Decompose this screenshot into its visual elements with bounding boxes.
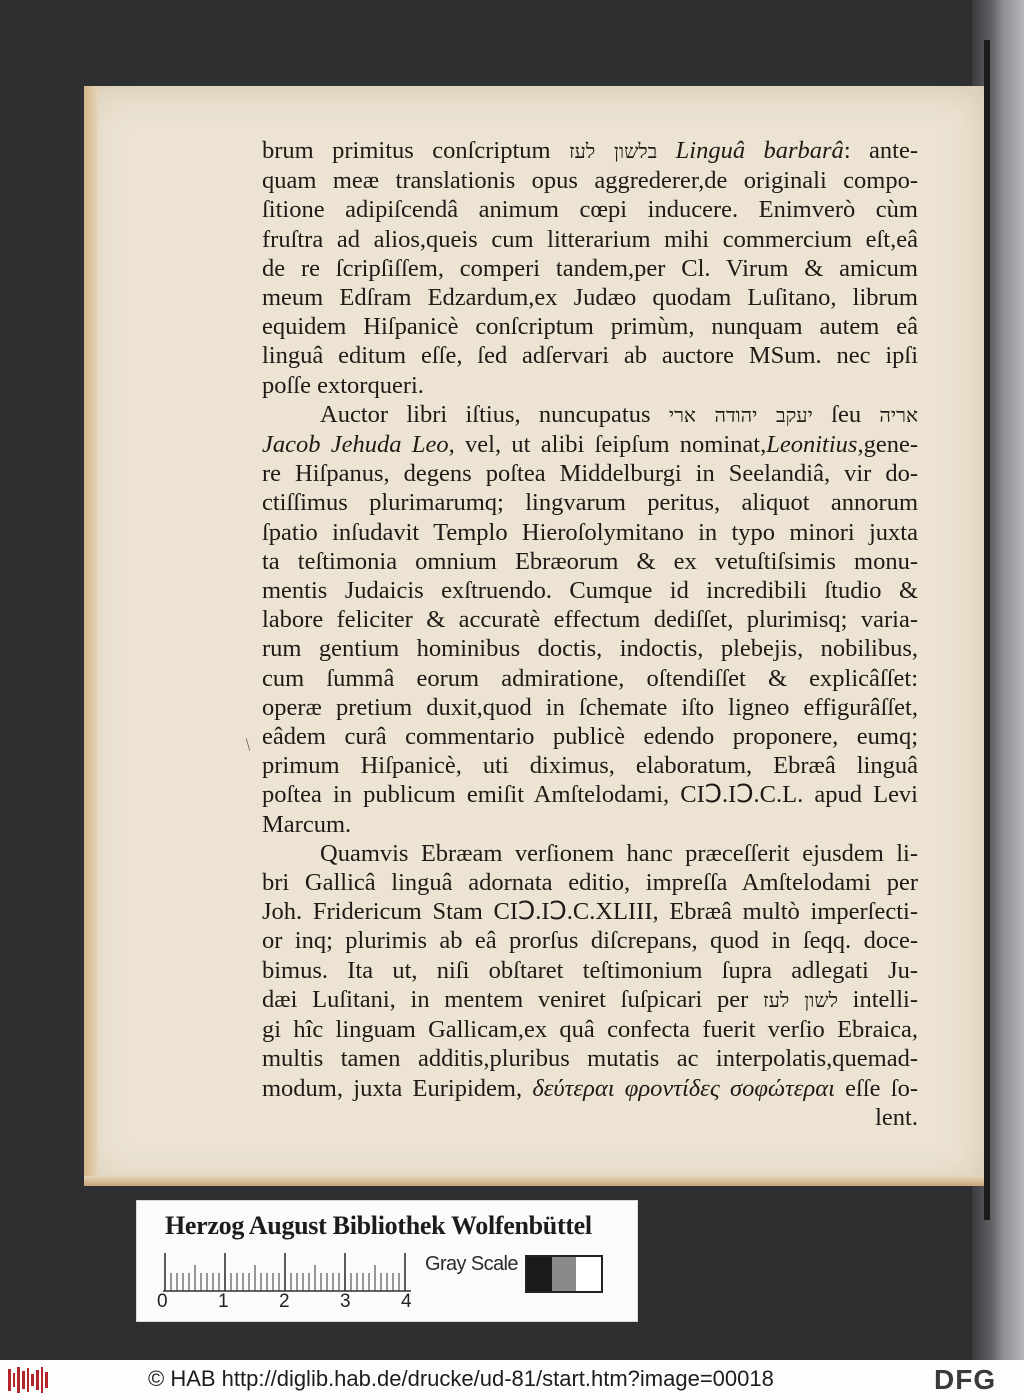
text-line (262, 926, 918, 955)
gray-swatch (527, 1257, 552, 1291)
text-line (262, 868, 918, 897)
page-gutter-shadow (984, 40, 990, 1220)
text-segment: cum ſummâ eorum admiratione, oſtendiſſet & explicâſſet: (262, 664, 918, 692)
text-line (262, 400, 918, 430)
measurement-ruler (163, 1253, 413, 1293)
text-segment: primum Hiſpanicè, uti diximus, elaboratum, Ebræâ linguâ (262, 752, 918, 780)
text-line (262, 1015, 918, 1044)
text-segment: fruſtra ad alios,queis cum litterarium mihi commercium eſt,eâ (262, 225, 918, 253)
logo-bar (13, 1373, 16, 1387)
text-line (262, 780, 918, 809)
text-segment: linguâ editum eſſe, ſed adſervari ab auctore MSum. nec ipſi (262, 342, 918, 370)
text-segment: multis tamen additis,pluribus mutatis ac interpolatis,quemad- (262, 1045, 918, 1073)
dfg-logo: DFG (934, 1364, 997, 1395)
text-line (262, 254, 918, 283)
text-segment: re Hiſpanus, degens poſtea Middelburgi in Seelandiâ, vir do- (262, 460, 918, 488)
text-segment: intelli- (837, 985, 918, 1013)
text-segment: ,gene- (857, 431, 918, 459)
text-segment: ſitione adipiſcendâ animum cœpi inducere. Enimverò cùm (262, 196, 918, 224)
text-line (262, 488, 918, 517)
text-segment: modum, juxta Euripidem, (262, 1074, 533, 1102)
text-line (262, 341, 918, 370)
footer-credit-link[interactable]: © HAB http://diglib.hab.de/drucke/ud-81/start.htm?image=00018 (148, 1366, 774, 1391)
text-line (262, 547, 918, 576)
text-line (262, 312, 918, 341)
text-segment: rum gentium hominibus doctis, indoctis, plebejis, nobilibus, (262, 635, 918, 663)
text-segment: eâdem curâ commentario publicè edendo proponere, eumq; (262, 723, 918, 751)
text-segment: operæ pretium duxit,quod in ſchemate iſto ligneo effigurâſſet, (262, 693, 918, 721)
ruler-number: 1 (218, 1291, 229, 1312)
text-line (262, 195, 918, 224)
text-segment: bri Gallicâ linguâ adornata editio, impreſſa Amſtelodami per (262, 869, 918, 897)
italic-phrase: δεύτεραι φροντίδες σοφώτεραι (532, 1074, 835, 1102)
text-segment: lent. (875, 1103, 918, 1131)
text-segment: ctiſſimus plurimarumq; lingvarum peritus, aliquot annorum (262, 489, 918, 517)
text-segment: labore feliciter & accuratè effectum dediſſet, plurimisq; varia- (262, 606, 918, 634)
text-line (262, 722, 918, 751)
text-segment: quam meæ translationis opus aggrederer,de originali compo- (262, 167, 918, 195)
page-text (262, 136, 918, 1132)
text-line (262, 897, 918, 926)
italic-phrase: Linguâ barbarâ (657, 137, 844, 164)
text-segment: Auctor libri iſtius, nuncupatus (320, 400, 669, 428)
page-edge-bottom (84, 1176, 984, 1186)
ruler-number: 4 (401, 1291, 412, 1312)
text-line (262, 634, 918, 663)
text-segment: gi hîc linguam Gallicam,ex quâ confecta fuerit verſio Ebraica, (262, 1016, 918, 1044)
text-line (262, 430, 918, 459)
gray-scale-label: Gray Scale (425, 1253, 518, 1275)
hebrew-phrase: לשון לעז (763, 987, 838, 1012)
text-line (262, 166, 918, 195)
library-color-card (136, 1200, 638, 1322)
logo-bar (45, 1372, 48, 1388)
gray-swatch (552, 1257, 577, 1291)
text-segment: meum Edſram Edzardum,ex Judæo quodam Luſitano, librum (262, 284, 918, 312)
text-segment: Quamvis Ebræam verſionem hanc præceſſerit ejusdem li- (320, 839, 918, 867)
logo-bar (22, 1371, 25, 1389)
hebrew-phrase: בלשון לעז (568, 139, 658, 163)
text-segment: Marcum. (262, 810, 352, 838)
library-name: Herzog August Bibliothek Wolfenbüttel (165, 1211, 592, 1240)
text-line (262, 225, 918, 254)
text-segment: dæi Luſitani, in mentem veniret ſuſpicari per (262, 985, 764, 1013)
text-segment: poſſe extorqueri. (262, 371, 424, 399)
gray-swatch (576, 1257, 601, 1291)
text-segment: ſeu (812, 400, 880, 428)
text-line (262, 605, 918, 634)
text-line (262, 810, 918, 839)
text-line (262, 956, 918, 985)
text-segment: mentis Judaicis exſtruendo. Cumque id incredibili ſtudio & (262, 577, 918, 605)
ruler-number: 3 (340, 1291, 351, 1312)
text-segment: , vel, ut alibi ſeipſum nominat, (448, 431, 767, 459)
text-segment: or inq; plurimis ab eâ prorſus diſcrepans, quod in ſeqq. doce- (262, 927, 918, 955)
logo-bar (17, 1367, 20, 1393)
logo-bar (36, 1370, 39, 1390)
text-segment: : ante- (843, 137, 918, 164)
logo-bar (41, 1367, 44, 1393)
text-segment: equidem Hiſpanicè conſcriptum primùm, nunquam autem eâ (262, 313, 918, 341)
text-segment: ſpatio inſudavit Templo Hieroſolymitano in typo minori juxta (262, 518, 918, 546)
hab-logo-icon (8, 1366, 48, 1394)
hebrew-phrase: אריה (879, 402, 918, 427)
logo-bar (27, 1368, 30, 1392)
text-line (262, 693, 918, 722)
logo-bar (8, 1369, 11, 1391)
ruler-number: 0 (157, 1291, 168, 1312)
ruler-number: 2 (279, 1291, 290, 1312)
page-edge-left (84, 86, 98, 1186)
text-segment: de re ſcripſiſſem, comperi tandem,per Cl. Virum & amicum (262, 254, 918, 282)
logo-bar (31, 1374, 34, 1386)
italic-phrase: Leonitius (766, 431, 858, 459)
text-segment: brum primitus conſcriptum (262, 137, 569, 164)
text-line (262, 371, 918, 400)
text-segment: poſtea in publicum emiſit Amſtelodami, CIↃ.IↃ.C.L. apud Levi (262, 781, 918, 809)
text-line (262, 136, 918, 166)
text-line (262, 518, 918, 547)
gray-scale-swatches (525, 1255, 603, 1293)
text-line (262, 1044, 918, 1073)
hebrew-phrase: יעקב יהודה ארי (668, 402, 813, 427)
text-line (262, 283, 918, 312)
text-segment: bimus. Ita ut, niſi obſtaret teſtimonium ſupra adlegati Ju- (262, 956, 918, 984)
text-line (262, 664, 918, 693)
text-segment: Joh. Fridericum Stam CIↃ.IↃ.C.XLIII, Ebræâ multò imperſecti- (262, 898, 918, 926)
margin-pencil-mark: / (240, 734, 256, 754)
text-line (262, 751, 918, 780)
text-line (262, 459, 918, 488)
text-line (262, 576, 918, 605)
text-line (262, 1103, 918, 1132)
text-segment: ta teſtimonia omnium Ebræorum & ex vetuſtiſsimis monu- (262, 547, 918, 575)
text-line (262, 1074, 918, 1103)
footer-bar (0, 1360, 1024, 1400)
italic-phrase: Jacob Jehuda Leo (262, 431, 449, 459)
text-segment: eſſe ſo- (834, 1074, 918, 1102)
text-line (262, 985, 918, 1015)
text-line (262, 839, 918, 868)
ruler-numbers (157, 1291, 437, 1315)
